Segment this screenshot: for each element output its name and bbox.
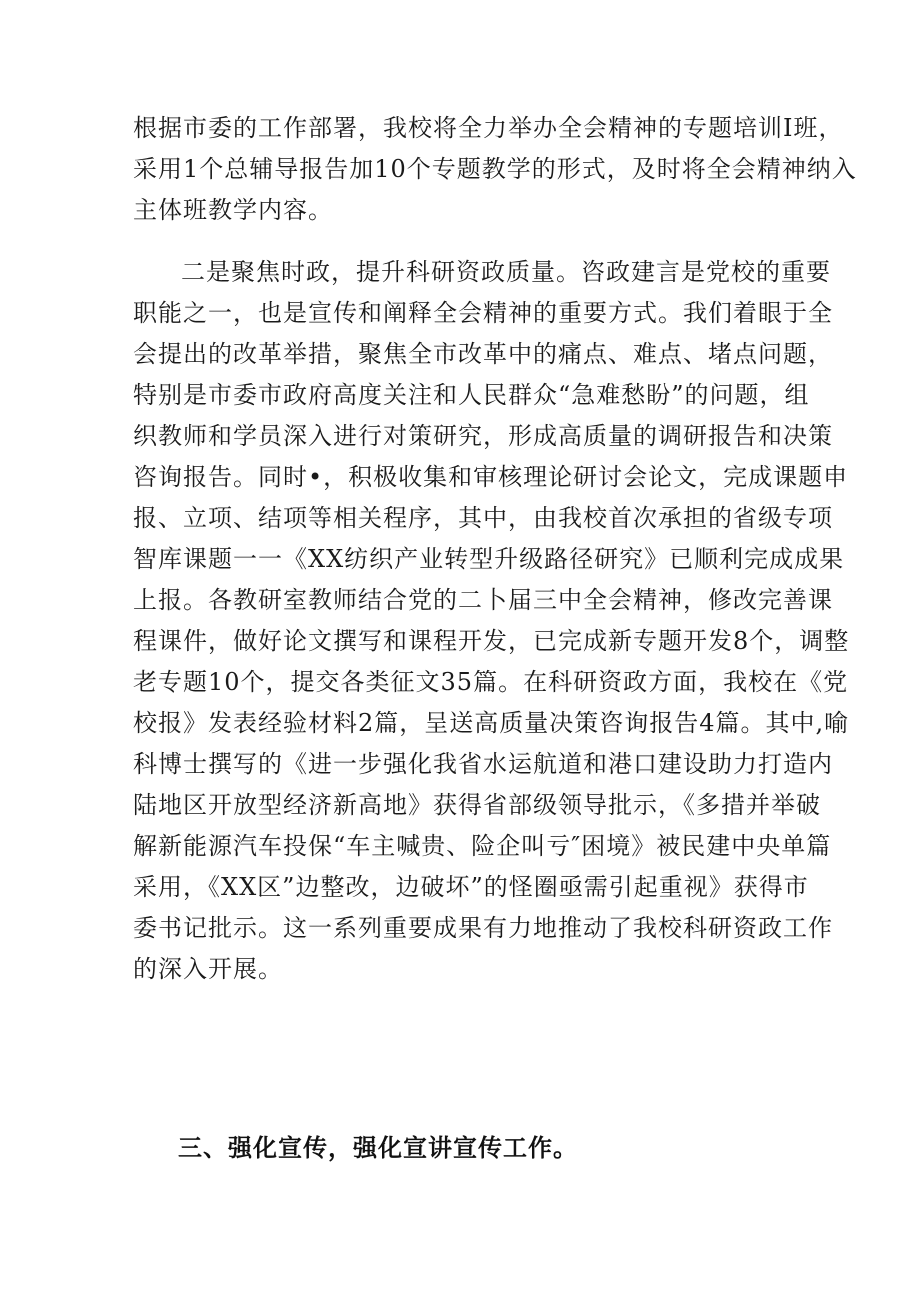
paragraph-line: 特别是市委市政府高度关注和人民群众“急难愁盼”的问题，组 <box>133 381 810 409</box>
paragraph-line: 采用，《XX区”边整改，边破坏”的怪圈亟需引起重视》获得市 <box>133 873 809 901</box>
paragraph-line: 咨询报告。同时•，积极收集和审核理论研讨会论文，完成课题申 <box>133 463 849 491</box>
paragraph-line: 老专题10个，提交各类征文35篇。在科研资政方面，我校在《党 <box>133 668 849 696</box>
paragraph-research-consulting <box>133 252 850 990</box>
paragraph-line: 报、立项、结项等相关程序，其中，由我校首次承担的省级专项 <box>133 504 833 532</box>
paragraph-continuation <box>133 108 857 231</box>
paragraph-line: 委书记批示。这一系列重要成果有力地推动了我校科研资政工作 <box>133 914 833 942</box>
paragraph-line: 校报》发表经验材料2篇，呈送高质量决策咨询报告4篇。其中,喻 <box>133 709 850 737</box>
paragraph-first-line: 二是聚焦时政，提升科研资政质量。咨政建言是党校的重要 <box>181 258 831 286</box>
paragraph-line: 智库课题一一《XX纺织产业转型升级路径研究》已顺利完成成果 <box>133 545 845 573</box>
paragraph-line: 的深入开展。 <box>133 955 283 983</box>
paragraph-line: 职能之一，也是宣传和阐释全会精神的重要方式。我们着眼于全 <box>133 299 833 327</box>
paragraph-line: 上报。各教研室教师结合党的二卜届三中全会精神，修改完善课 <box>133 586 833 614</box>
paragraph-line: 会提出的改革举措，聚焦全市改革中的痛点、难点、堵点问题， <box>133 340 833 368</box>
paragraph-line: 解新能源汽车投保“车主喊贵、险企叫亏″困境》被民建中央单篇 <box>133 832 832 860</box>
section-heading: 三、强化宣传，强化宣讲宣传工作。 <box>178 1134 578 1162</box>
paragraph-line: 采用1个总辅导报告加10个专题教学的形式，及时将全会精神纳入 <box>133 155 857 183</box>
paragraph-line: 主体班教学内容。 <box>133 196 333 224</box>
paragraph-line: 科博士撰写的《进一步强化我省水运航道和港口建设助力打造内 <box>133 750 833 778</box>
paragraph-line: 程课件，做好论文撰写和课程开发，已完成新专题开发8个，调整 <box>133 627 850 655</box>
paragraph-line: 陆地区开放型经济新高地》获得省部级领导批示，《多措并举破 <box>133 791 821 819</box>
paragraph-line: 织教师和学员深入进行对策研究，形成高质量的调研报告和决策 <box>133 422 833 450</box>
paragraph-line: 根据市委的工作部署，我校将全力举办全会精神的专题培训I班， <box>133 114 844 142</box>
